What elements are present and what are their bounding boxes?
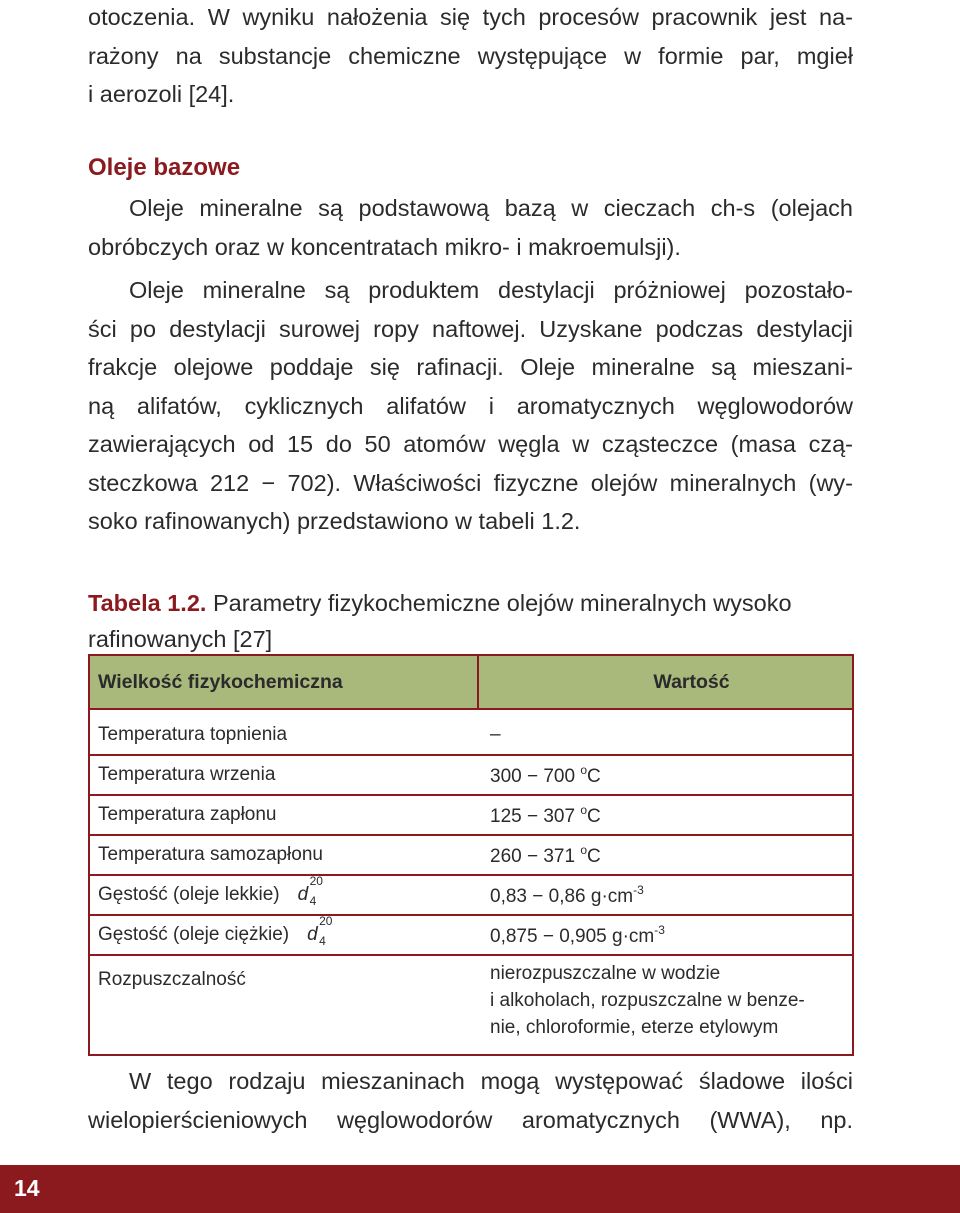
cell-quantity: Gęstość (oleje ciężkie) d 20 4 xyxy=(89,915,478,955)
text-line: i aerozoli [24]. xyxy=(88,81,235,107)
text-line: Oleje mineralne są produktem destylacji próżniowej pozostało- xyxy=(129,277,853,303)
text-line: zawierających od 15 do 50 atomów węgla w cząsteczce (masa czą- xyxy=(88,431,853,457)
table-caption-label: Tabela 1.2. xyxy=(88,590,207,616)
text-line: obróbczych oraz w koncentratach mikro- i makroemulsji). xyxy=(88,233,681,260)
text-line: otoczenia. W wyniku nałożenia się tych procesów pracownik jest na- xyxy=(88,4,853,30)
cell-value: 300 − 700 $^o$C xyxy=(478,755,853,795)
paragraph-2 xyxy=(88,271,853,541)
density-symbol: d 20 4 xyxy=(307,914,333,948)
cell-value: 125 − 307 $^o$C xyxy=(478,795,853,835)
cell-value: 260 − 371 $^o$C xyxy=(478,835,853,875)
table-header-row xyxy=(89,655,853,709)
table-row xyxy=(89,755,853,795)
table-row xyxy=(89,795,853,835)
intro-paragraph xyxy=(88,0,853,114)
text-line: wielopierścieniowych węglowodorów aromatycznych (WWA), np. xyxy=(88,1106,853,1133)
column-header-value: Wartość xyxy=(478,655,853,709)
column-header-quantity: Wielkość fizykochemiczna xyxy=(89,655,478,709)
cell-value: – xyxy=(490,724,501,745)
paragraph-1 xyxy=(88,189,853,266)
outro-paragraph xyxy=(88,1062,853,1139)
text-line: steczkowa 212 − 702). Właściwości fizyczne olejów mineralnych (wy- xyxy=(88,469,853,496)
cell-quantity: Temperatura zapłonu xyxy=(89,795,478,835)
table-caption-text-2: rafinowanych [27] xyxy=(88,626,273,652)
table-caption-text: Parametry fizykochemiczne olejów mineralnych wysoko xyxy=(206,590,792,616)
text-line: soko rafinowanych) przedstawiono w tabeli 1.2. xyxy=(88,508,581,534)
parameters-table xyxy=(88,654,854,1056)
table-row xyxy=(89,709,853,755)
text-line: rażony na substancje chemiczne występujące w formie par, mgieł xyxy=(88,42,853,69)
table-row xyxy=(89,835,853,875)
density-symbol: d 20 4 xyxy=(297,874,323,908)
text-line: W tego rodzaju mieszaninach mogą występować śladowe ilości xyxy=(129,1068,853,1094)
cell-quantity: Temperatura wrzenia xyxy=(89,755,478,795)
cell-value: nierozpuszczalne w wodzie i alkoholach, rozpuszczalne w benze- nie, chloroformie, eterze etylowym xyxy=(478,955,853,1055)
text-line: frakcje olejowe poddaje się rafinacji. Oleje mineralne są mieszani- xyxy=(88,354,853,380)
footer-bar xyxy=(0,1165,960,1213)
text-line: ną alifatów, cyklicznych alifatów i aromatycznych węglowodorów xyxy=(88,392,853,419)
table-caption xyxy=(88,585,858,657)
text-line: Oleje mineralne są podstawową bazą w cieczach ch-s (olejach xyxy=(129,195,853,221)
page-number: 14 xyxy=(14,1175,40,1201)
text-line: ści po destylacji surowej ropy naftowej. Uzyskane podczas destylacji xyxy=(88,315,853,342)
cell-quantity: Gęstość (oleje lekkie) d 20 4 xyxy=(89,875,478,915)
cell-value: 0,83 − 0,86 $g\cdot cm^{-3}$ xyxy=(478,875,853,915)
table-row xyxy=(89,875,853,915)
table-row xyxy=(89,955,853,1055)
section-heading: Oleje bazowe xyxy=(88,154,241,181)
table-row xyxy=(89,915,853,955)
cell-value: 0,875 − 0,905 $g\cdot cm^{-3}$ xyxy=(478,915,853,955)
cell-quantity: Rozpuszczalność xyxy=(89,955,478,1055)
cell-quantity: Temperatura topnienia xyxy=(98,724,288,745)
cell-quantity: Temperatura samozapłonu xyxy=(89,835,478,875)
